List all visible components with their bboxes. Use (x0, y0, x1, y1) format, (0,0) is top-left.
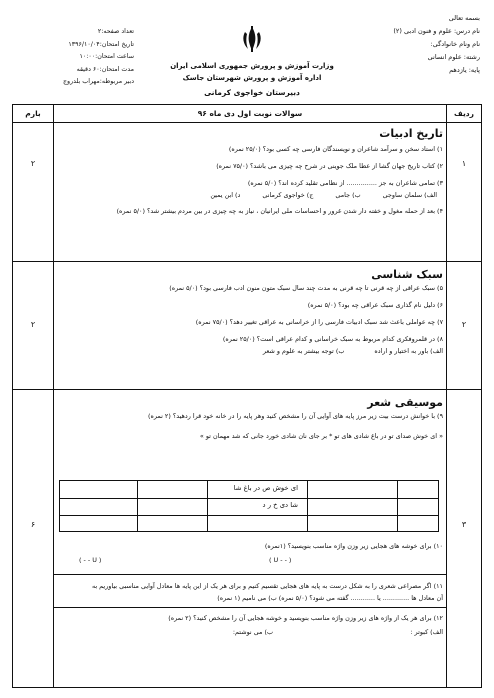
section-title: سبک شناسی (371, 268, 443, 281)
question-6: ۶) دلیل نام گذاری سبک عراقی چه بود؟ (۵/۰ نمره) (307, 301, 443, 309)
row-number: ۳ (461, 520, 467, 529)
row-number-header: ردیف (454, 109, 474, 118)
score-value: ۶ (30, 520, 36, 529)
section-title: تاریخ ادبیات (379, 127, 443, 140)
meter-cell-text: شا دی خ ر د (262, 501, 298, 509)
school-name: دبیرستان خواجوی کرمانی (204, 88, 300, 97)
exam-table (12, 104, 482, 688)
bismillah-text: بسمه تعالی (448, 14, 480, 22)
option-c: ج) خواجوی کرمانی (262, 191, 314, 199)
question-5: ۵) سبک عراقی از چه قرنی تا چه قرنی به مدت چند سال سبک متون منون ادب فارسی بود؟ (۵/۰ نمره) (169, 284, 443, 292)
field-of-study: رشته: علوم انسانی (427, 53, 480, 61)
question-1: ۱) استاد سخن و سرآمد شاعران و نویسندگان فارسی چه کسی بود؟ (۲۵/۰ نمره) (228, 145, 443, 153)
question-8-options (53, 345, 443, 357)
exam-time: ساعت امتحان:۱۰:۰۰ (79, 53, 134, 60)
score-value: ۲ (30, 320, 36, 329)
teacher-name: دبیر مربوطه:مهراب بلدروج (62, 78, 134, 85)
question-9: ۹) با خوانش درست بیت زیر مرز پایه های آوایی آن را مشخص کنید وهر پایه را در خانه خود قرا ردهید؟ (۲ نمره) (148, 412, 443, 420)
score-value: ۲ (30, 159, 36, 168)
student-name-field: نام ونام خانوادگی: (430, 40, 480, 48)
pattern-b: ( U - - ) (269, 556, 292, 564)
meter-cell-text: ای خوش ص در باغ شا (233, 484, 298, 492)
exam-date: تاریخ امتحان:۱۳۹۶/۱۰/۰۴ (68, 40, 134, 48)
iran-emblem-icon (237, 24, 267, 54)
questions-header: سوالات نوبت اول دی ماه ۹۶ (197, 109, 303, 118)
ministry-name: وزارت آموزش و پرورش جمهوری اسلامی ایران (170, 62, 334, 70)
meter-grid (59, 480, 439, 532)
header-center (152, 12, 352, 99)
divider (53, 607, 447, 608)
question-7: ۷) چه عواملی باعث شد سبک ادبیات فارسی را از خراسانی به عراقی تغییر دهد؟ (۷۵/۰ نمره) (195, 318, 443, 326)
education-office: اداره آموزش و پرورش شهرستان جاسک (182, 74, 322, 82)
pattern-a: ( - - U ) (79, 556, 102, 564)
poem-verse: « ای خوش صدای تو در باغ شادی های تو * بر جای نان شادی خورد جانی که شد مهمان تو » (199, 432, 443, 440)
divider (53, 574, 447, 575)
option-b: ب) توجه بیشتر به علوم و شعر (262, 347, 345, 355)
section-stylistics (13, 261, 481, 389)
question-2: ۲) کتاب تاریخ جهان گشا از عطا ملک جوینی در شرح چه چیزی می باشد؟ (۷۵/۰ نمره) (216, 162, 443, 170)
question-3: ۳) تمامی شاعران به جز ............... از نظامی تقلید کرده اند؟ (۵/۰ نمره) (247, 179, 443, 187)
question-11-line2: آن معادل ها ............. یا ............ گفته می شود؟ (۵/۰ نمره) ب) می نامیم (۱ نمره) (217, 594, 443, 602)
question-10: ۱۰) برای خوشه های هجایی زیر وزن واژه مناسب بنویسید؟ (۱نمره) (264, 542, 443, 550)
option-b: ب) جامی (335, 191, 361, 199)
section-poetry-music (13, 389, 481, 689)
course-name: نام درس: علوم و فنون ادبی (۲) (393, 27, 480, 35)
header-right-info (350, 12, 480, 77)
question-10-patterns (59, 556, 443, 568)
question-8: ۸) در قلمروفکری کدام مربوط به سبک خراسانی و کدام عراقی است؟ (۲۵/۰ نمره) (222, 335, 443, 343)
header-left-info (14, 26, 134, 89)
section-history (13, 122, 481, 261)
row-number: ۱ (461, 159, 467, 168)
question-12-items (83, 626, 443, 638)
option-d: د) ابن یمین (210, 191, 241, 199)
row-number: ۲ (461, 320, 467, 329)
item-a: الف) کبوتر : (410, 628, 443, 636)
question-3-options (53, 189, 443, 201)
option-a: الف) سلمان ساوجی (382, 191, 437, 199)
exam-header (12, 12, 482, 100)
grade-level: پایه: یازدهم (449, 66, 480, 74)
exam-duration: مدت امتحان:۶۰ دقیقه (76, 65, 134, 73)
question-4: ۴) بعد از حمله مغول و خفته دار شدن غرور و احساسات ملی ایرانیان ، نیاز به چه چیزی در بین مردم بیشتر شد؟ (۵/۰ نمره) (116, 207, 443, 215)
item-b: ب) می نوشتم: (232, 628, 273, 636)
question-12: ۱۲) برای هر یک از واژه های زیر وزن واژه مناسب بنویسید و خوشه هجایی آن را مشخص کنید؟ (۲ نمره) (168, 614, 443, 622)
question-11-line1: ۱۱) اگر مصراعی شعری را به شکل درست به پایه های هجایی تقسیم کنیم و برای هر یک از این پایه ها معادل آوایی مناسبی بیاوریم به (91, 582, 443, 590)
score-header: بارم (25, 109, 41, 118)
page-count: تعداد صفحه:۲ (97, 28, 134, 35)
option-a: الف) باور به اختیار و اراده (374, 347, 443, 355)
section-title: موسیقی شعر (367, 396, 443, 409)
